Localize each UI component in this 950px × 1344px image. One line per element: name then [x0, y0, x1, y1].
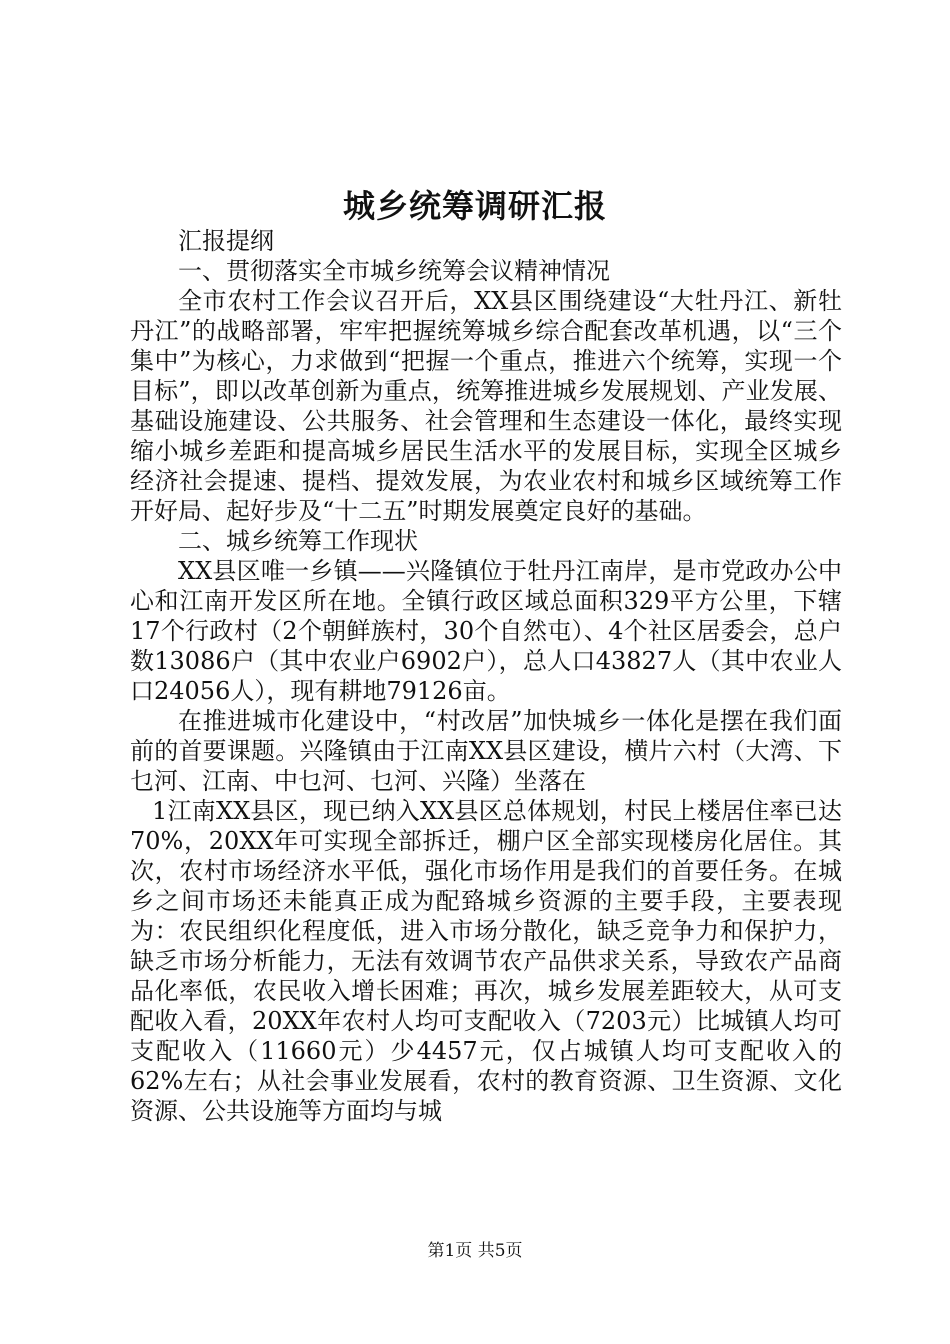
paragraph-outline-heading: 汇报提纲 — [178, 227, 274, 255]
paragraph: 在推进城市化建设中，“村改居”加快城乡一体化是摆在我们面前的首要课题。兴隆镇由于江南XX县区建设，横片六村（大湾、下乜河、江南、中乜河、乜河、兴隆）坐落在 — [130, 707, 842, 795]
page-number-footer: 第1页 共5页 — [427, 1241, 523, 1261]
paragraph: XX县区唯一乡镇——兴隆镇位于牡丹江南岸，是市党政办公中心和江南开发区所在地。全镇行政区域总面积329平方公里，下辖17个行政村（2个朝鲜族村，30个自然屯）、4个社区居委会，总户数13086户（其中农业户6902户），总人口43827人（其中农业人口24056人），现有耕地79126亩。 — [130, 557, 842, 705]
document-title: 城乡统筹调研汇报 — [342, 187, 607, 225]
paragraph: 1江南XX县区，现已纳入XX县区总体规划，村民上楼居住率已达70%，20XX年可实现全部拆迁，棚户区全部实现楼房化居住。其次，农村市场经济水平低，强化市场作用是我们的首要任务。在城乡之间市场还未能真正成为配臵城乡资源的主要手段，主要表现为：农民组织化程度低，进入市场分散化，缺乏竞争力和保护力，缺乏市场分析能力，无法有效调节农产品供求关系，导致农产品商品化率低，农民收入增长困难；再次，城乡发展差距较大，从可支配收入看，20XX年农村人均可支配收入（7203元）比城镇人均可支配收入（11660元）少4457元，仅占城镇人均可支配收入的62%左右；从社会事业发展看，农村的教育资源、卫生资源、文化资源、公共设施等方面均与城 — [130, 797, 842, 1125]
section-heading-1: 一、贯彻落实全市城乡统筹会议精神情况 — [178, 257, 610, 285]
section-heading-2: 二、城乡统筹工作现状 — [178, 527, 418, 555]
document-body — [130, 226, 842, 1126]
paragraph: 全市农村工作会议召开后，XX县区围绕建设“大牡丹江、新牡丹江”的战略部署，牢牢把握统筹城乡综合配套改革机遇，以“三个集中”为核心，力求做到“把握一个重点，推进六个统筹，实现一个目标”，即以改革创新为重点，统筹推进城乡发展规划、产业发展、基础设施建设、公共服务、社会管理和生态建设一体化，最终实现缩小城乡差距和提高城乡居民生活水平的发展目标，实现全区城乡经济社会提速、提档、提效发展，为农业农村和城乡区域统筹工作开好局、起好步及“十二五”时期发展奠定良好的基础。 — [130, 287, 842, 525]
